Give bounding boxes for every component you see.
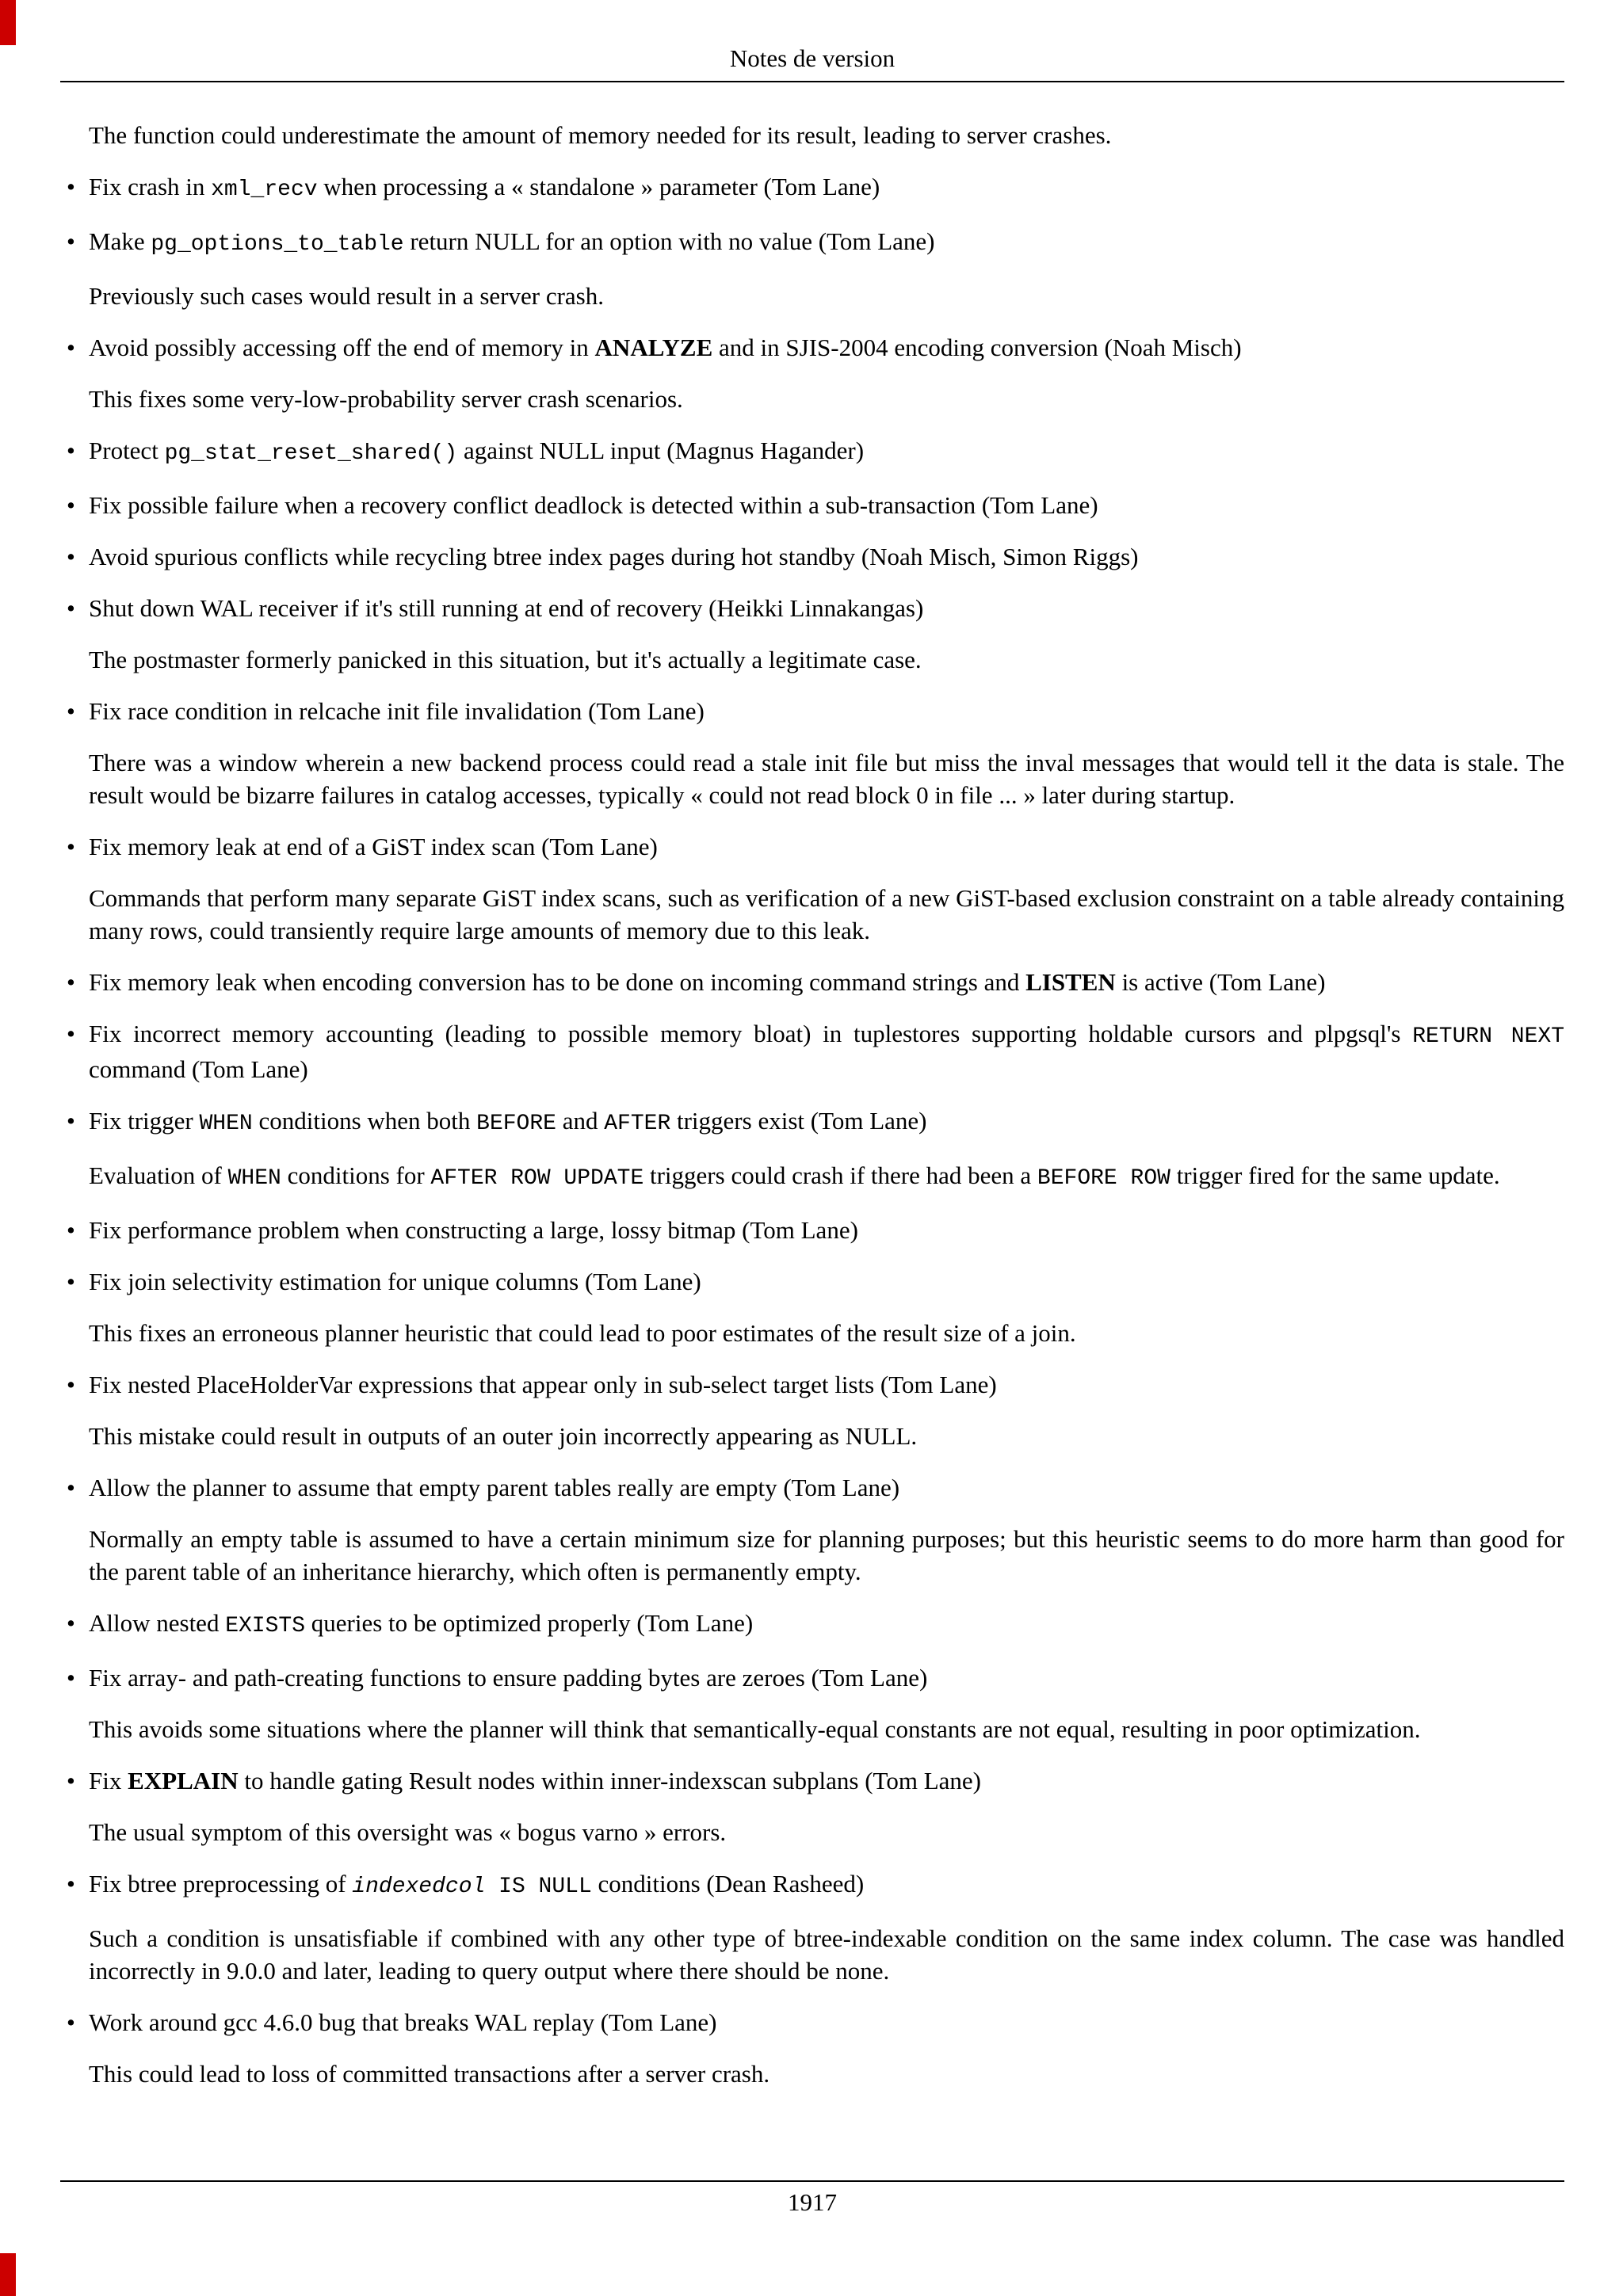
page-header	[60, 0, 1564, 82]
release-note-detail	[89, 280, 1564, 312]
release-note-item	[67, 225, 1564, 261]
text-run: Fix join selectivity estimation for unique columns (Tom Lane)	[89, 1268, 701, 1295]
text-run: AFTER	[604, 1112, 671, 1136]
bullet-icon: •	[67, 1609, 75, 1637]
text-run: pg_stat_reset_shared()	[164, 441, 458, 466]
bullet-icon: •	[67, 1474, 75, 1501]
release-notes-list	[67, 119, 1564, 2090]
text-run: Fix array- and path-creating functions to ensure padding bytes are zeroes (Tom Lane)	[89, 1664, 928, 1691]
text-run: LISTEN	[1025, 968, 1116, 996]
text-run: Fix incorrect memory accounting (leading to possible memory bloat) in tuplestores supporting holdable cursors and plpgsql's	[89, 1020, 1413, 1047]
bullet-icon: •	[67, 173, 75, 200]
release-note-item	[67, 1214, 1564, 1246]
text-run: This fixes an erroneous planner heuristic that could lead to poor estimates of the result size of a join.	[89, 1319, 1076, 1347]
text-run: pg_options_to_table	[151, 232, 404, 257]
bullet-icon: •	[67, 2008, 75, 2036]
text-run: Make	[89, 227, 151, 255]
bullet-icon: •	[67, 1020, 75, 1047]
bullet-icon: •	[67, 594, 75, 622]
text-run: EXISTS	[225, 1614, 306, 1638]
release-note-detail	[89, 1317, 1564, 1349]
release-note-item	[67, 1471, 1564, 1504]
bullet-icon: •	[67, 968, 75, 996]
text-run: This could lead to loss of committed transactions after a server crash.	[89, 2060, 770, 2088]
release-note-detail	[89, 2058, 1564, 2090]
text-run: AFTER ROW UPDATE	[430, 1166, 644, 1191]
release-note-detail	[89, 1523, 1564, 1588]
text-run: Commands that perform many separate GiST index scans, such as verification of a new GiST-based exclusion constraint on a table already containing many rows, could transiently require large amounts of memory due to this leak.	[89, 884, 1564, 944]
text-run: WHEN	[227, 1166, 281, 1191]
bullet-icon: •	[67, 1664, 75, 1691]
release-note-item	[67, 1607, 1564, 1642]
release-note-item	[67, 1265, 1564, 1298]
text-run: The function could underestimate the amount of memory needed for its result, leading to server crashes.	[89, 121, 1112, 149]
bullet-icon: •	[67, 491, 75, 519]
text-run: Fix nested PlaceHolderVar expressions that appear only in sub-select target lists (Tom Lane)	[89, 1371, 997, 1398]
release-note-item	[67, 1017, 1564, 1085]
release-note-item	[67, 1764, 1564, 1797]
text-run: Fix memory leak when encoding conversion has to be done on incoming command strings and	[89, 968, 1026, 996]
release-note-item	[67, 170, 1564, 206]
release-note-detail	[89, 1420, 1564, 1452]
release-note-detail	[89, 746, 1564, 811]
bullet-icon: •	[67, 334, 75, 361]
bullet-icon: •	[67, 1216, 75, 1244]
text-run: return NULL for an option with no value (Tom Lane)	[403, 227, 935, 255]
text-run: conditions (Dean Rasheed)	[591, 1870, 865, 1897]
text-run: to handle gating Result nodes within inner-indexscan subplans (Tom Lane)	[238, 1767, 981, 1794]
bullet-icon: •	[67, 1268, 75, 1295]
page-header-title: Notes de version	[60, 0, 1564, 82]
text-run: Allow nested	[89, 1609, 226, 1637]
text-run: Fix possible failure when a recovery conflict deadlock is detected within a sub-transaction (Tom Lane)	[89, 491, 1098, 519]
release-note-detail	[89, 119, 1564, 151]
text-run: Fix trigger	[89, 1107, 200, 1135]
text-run: Fix btree preprocessing of	[89, 1870, 353, 1897]
release-note-item	[67, 2006, 1564, 2039]
release-note-item	[67, 1661, 1564, 1694]
text-run	[485, 1875, 498, 1899]
text-run: Avoid spurious conflicts while recycling btree index pages during hot standby (Noah Misch, Simon Riggs)	[89, 543, 1139, 570]
release-note-item	[67, 1368, 1564, 1401]
release-note-item	[67, 331, 1564, 364]
text-run: BEFORE ROW	[1037, 1166, 1170, 1191]
text-run: conditions when both	[252, 1107, 477, 1135]
text-run: Previously such cases would result in a server crash.	[89, 282, 604, 310]
bullet-icon: •	[67, 1870, 75, 1897]
text-run: ANALYZE	[594, 334, 713, 361]
text-run: trigger fired for the same update.	[1170, 1161, 1500, 1189]
text-run: EXPLAIN	[128, 1767, 239, 1794]
text-run: Allow the planner to assume that empty parent tables really are empty (Tom Lane)	[89, 1474, 900, 1501]
page-number: 1917	[788, 2188, 837, 2216]
bullet-icon: •	[67, 1767, 75, 1794]
text-run: IS NULL	[498, 1875, 592, 1899]
text-run: is active (Tom Lane)	[1115, 968, 1326, 996]
bullet-icon: •	[67, 543, 75, 570]
text-run: triggers could crash if there had been a	[643, 1161, 1037, 1189]
text-run: Fix	[89, 1767, 128, 1794]
text-run: Protect	[89, 437, 165, 464]
text-run: This mistake could result in outputs of an outer join incorrectly appearing as NULL.	[89, 1422, 918, 1450]
page-edge-mark-top	[0, 0, 16, 45]
release-note-item	[67, 592, 1564, 624]
page-footer	[60, 2180, 1564, 2217]
text-run: Avoid possibly accessing off the end of memory in	[89, 334, 595, 361]
text-run: when processing a « standalone » parameter (Tom Lane)	[317, 173, 880, 200]
text-run: conditions for	[281, 1161, 431, 1189]
text-run: This avoids some situations where the planner will think that semantically-equal constants are not equal, resulting in poor optimization.	[89, 1715, 1421, 1743]
text-run: Fix memory leak at end of a GiST index scan (Tom Lane)	[89, 833, 658, 860]
release-note-item	[67, 540, 1564, 573]
release-note-item	[67, 489, 1564, 521]
release-note-item	[67, 830, 1564, 863]
text-run: Fix performance problem when constructing a large, lossy bitmap (Tom Lane)	[89, 1216, 858, 1244]
text-run: queries to be optimized properly (Tom Lane)	[305, 1609, 754, 1637]
release-note-item	[67, 1867, 1564, 1903]
bullet-icon: •	[67, 1107, 75, 1135]
text-run: Shut down WAL receiver if it's still running at end of recovery (Heikki Linnakangas)	[89, 594, 924, 622]
text-run: The usual symptom of this oversight was « bogus varno » errors.	[89, 1818, 727, 1846]
text-run: and	[556, 1107, 605, 1135]
text-run: triggers exist (Tom Lane)	[670, 1107, 927, 1135]
release-note-detail	[89, 1816, 1564, 1848]
text-run: and in SJIS-2004 encoding conversion (Noah Misch)	[712, 334, 1242, 361]
text-run: RETURN NEXT	[1412, 1024, 1564, 1049]
text-run: Normally an empty table is assumed to have a certain minimum size for planning purposes; but this heuristic seems to do more harm than good for the parent table of an inheritance hierarchy, which often is permanently empty.	[89, 1525, 1564, 1585]
bullet-icon: •	[67, 227, 75, 255]
release-note-detail	[89, 882, 1564, 947]
page-edge-mark-bottom	[0, 2253, 16, 2296]
release-note-detail	[89, 383, 1564, 415]
text-run: indexedcol	[352, 1875, 486, 1899]
release-note-detail	[89, 1159, 1564, 1195]
text-run: Evaluation of	[89, 1161, 228, 1189]
bullet-icon: •	[67, 697, 75, 725]
text-run: xml_recv	[211, 177, 318, 202]
text-run: Such a condition is unsatisfiable if combined with any other type of btree-indexable condition on the same index column. The case was handled incorrectly in 9.0.0 and later, leading to query output where there should be none.	[89, 1924, 1564, 1985]
release-note-detail	[89, 1713, 1564, 1745]
text-run: There was a window wherein a new backend process could read a stale init file but miss the inval messages that would tell it the data is stale. The result would be bizarre failures in catalog accesses, typically « could not read block 0 in file ... » later during startup.	[89, 749, 1564, 809]
text-run: against NULL input (Magnus Hagander)	[457, 437, 865, 464]
text-run: The postmaster formerly panicked in this situation, but it's actually a legitimate case.	[89, 646, 922, 673]
bullet-icon: •	[67, 437, 75, 464]
release-note-detail	[89, 1922, 1564, 1987]
text-run: Work around gcc 4.6.0 bug that breaks WAL replay (Tom Lane)	[89, 2008, 717, 2036]
text-run: WHEN	[199, 1112, 253, 1136]
release-note-item	[67, 434, 1564, 470]
text-run: BEFORE	[476, 1112, 556, 1136]
text-run: command (Tom Lane)	[89, 1055, 308, 1083]
release-note-item	[67, 966, 1564, 998]
bullet-icon: •	[67, 1371, 75, 1398]
text-run: Fix crash in	[89, 173, 212, 200]
text-run: Fix race condition in relcache init file invalidation (Tom Lane)	[89, 697, 705, 725]
release-note-item	[67, 1104, 1564, 1140]
text-run: This fixes some very-low-probability server crash scenarios.	[89, 385, 683, 413]
release-note-detail	[89, 643, 1564, 676]
release-note-item	[67, 695, 1564, 727]
bullet-icon: •	[67, 833, 75, 860]
